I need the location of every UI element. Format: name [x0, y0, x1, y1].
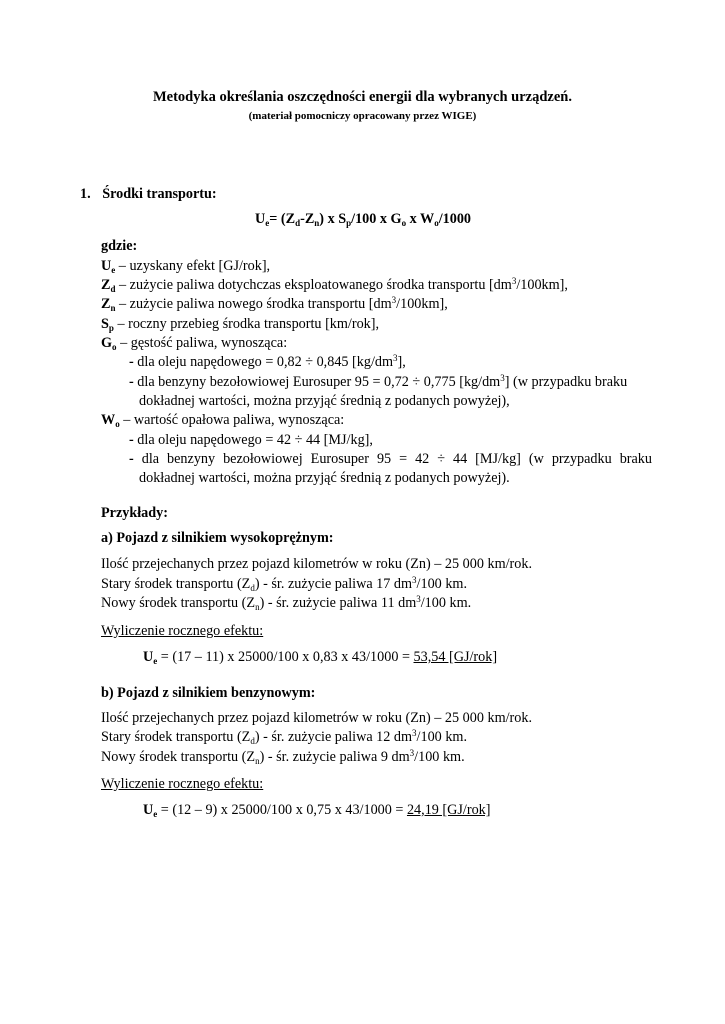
example-a-calc-label: Wyliczenie rocznego efektu: — [101, 623, 264, 639]
definition-go-diesel: - dla oleju napędowego = 0,82 ÷ 0,845 $[kg/dm^3]$, — [129, 353, 406, 370]
definition-ue: $U_e$ – uzyskany efekt [GJ/rok], — [101, 258, 271, 275]
section-number: 1. — [80, 186, 91, 202]
definition-go-petrol-cont: dokładnej wartości, można przyjąć średnią z podanych powyżej), — [139, 393, 510, 409]
example-a-line1: Ilość przejechanych przez pojazd kilometrów w roku (Zn) – 25 000 km/rok. — [101, 556, 533, 572]
examples-label: Przykłady: — [101, 505, 168, 521]
example-b-line3: Nowy środek transportu $(Z_n)$ - śr. zużycie paliwa 9 $dm^3/100$ km. — [101, 748, 465, 766]
example-a-heading: a) Pojazd z silnikiem wysokoprężnym: — [101, 530, 334, 546]
document-title: Metodyka określania oszczędności energii dla wybranych urządzeń. — [152, 89, 572, 105]
definition-wo: $W_o$ – wartość opałowa paliwa, wynosząca: — [101, 412, 345, 429]
example-a-result: 53,54 [GJ/rok] — [413, 649, 498, 665]
definition-go-petrol: - dla benzyny bezołowiowej Eurosuper 95 = 0,72 ÷ 0,775 $[kg/dm^3]$ (w przypadku braku — [129, 373, 628, 390]
definition-sp: $S_p$ – roczny przebieg środka transportu [km/rok], — [101, 316, 380, 333]
main-formula: $U_e= (Z_d-Z_n)$ x $S_p/100$ x $G_o$ x $W_o/1000$ — [255, 211, 472, 228]
example-a-calc: $U_e = (17 - 11)$ x 25000/100 x 0,83 x 43/1000 = 53,54 [GJ/rok] — [143, 649, 498, 666]
document-subtitle: (materiał pomocniczy opracowany przez WIGE) — [248, 110, 477, 122]
example-a-line3: Nowy środek transportu $(Z_n)$ - śr. zużycie paliwa 11 $dm^3/100$ km. — [101, 594, 472, 612]
example-b-line1: Ilość przejechanych przez pojazd kilometrów w roku (Zn) – 25 000 km/rok. — [101, 710, 533, 726]
definition-go: $G_o$ – gęstość paliwa, wynosząca: — [101, 335, 288, 352]
example-b-heading: b) Pojazd z silnikiem benzynowym: — [101, 685, 316, 701]
example-b-line2: Stary środek transportu $(Z_d)$ - śr. zużycie paliwa 12 $dm^3/100$ km. — [101, 728, 467, 746]
section-heading — [80, 186, 217, 203]
definition-zn: $Z_n$ – zużycie paliwa nowego środka transportu $[dm^3/100km]$, — [101, 295, 448, 313]
definition-wo-petrol-cont: dokładnej wartości, można przyjąć średnią z podanych powyżej). — [139, 470, 510, 486]
example-b-result: 24,19 [GJ/rok] — [406, 802, 491, 818]
example-b-calc-label: Wyliczenie rocznego efektu: — [101, 776, 264, 792]
example-b-calc: $U_e = (12 - 9)$ x 25000/100 x 0,75 x 43/1000 = 24,19 [GJ/rok] — [143, 802, 491, 819]
definition-zd: $Z_d$ – zużycie paliwa dotychczas eksploatowanego środka transportu $[dm^3/100km]$, — [101, 276, 568, 294]
where-label: gdzie: — [101, 238, 138, 254]
section-title: Środki transportu: — [102, 186, 217, 202]
definition-wo-petrol: - dla benzyny bezołowiowej Eurosuper 95 = 42 ÷ 44 [MJ/kg] (w przypadku braku — [129, 451, 652, 467]
example-a-line2: Stary środek transportu $(Z_d)$ - śr. zużycie paliwa 17 $dm^3/100$ km. — [101, 575, 467, 593]
definition-wo-diesel: - dla oleju napędowego = 42 ÷ 44 [MJ/kg], — [129, 432, 373, 448]
